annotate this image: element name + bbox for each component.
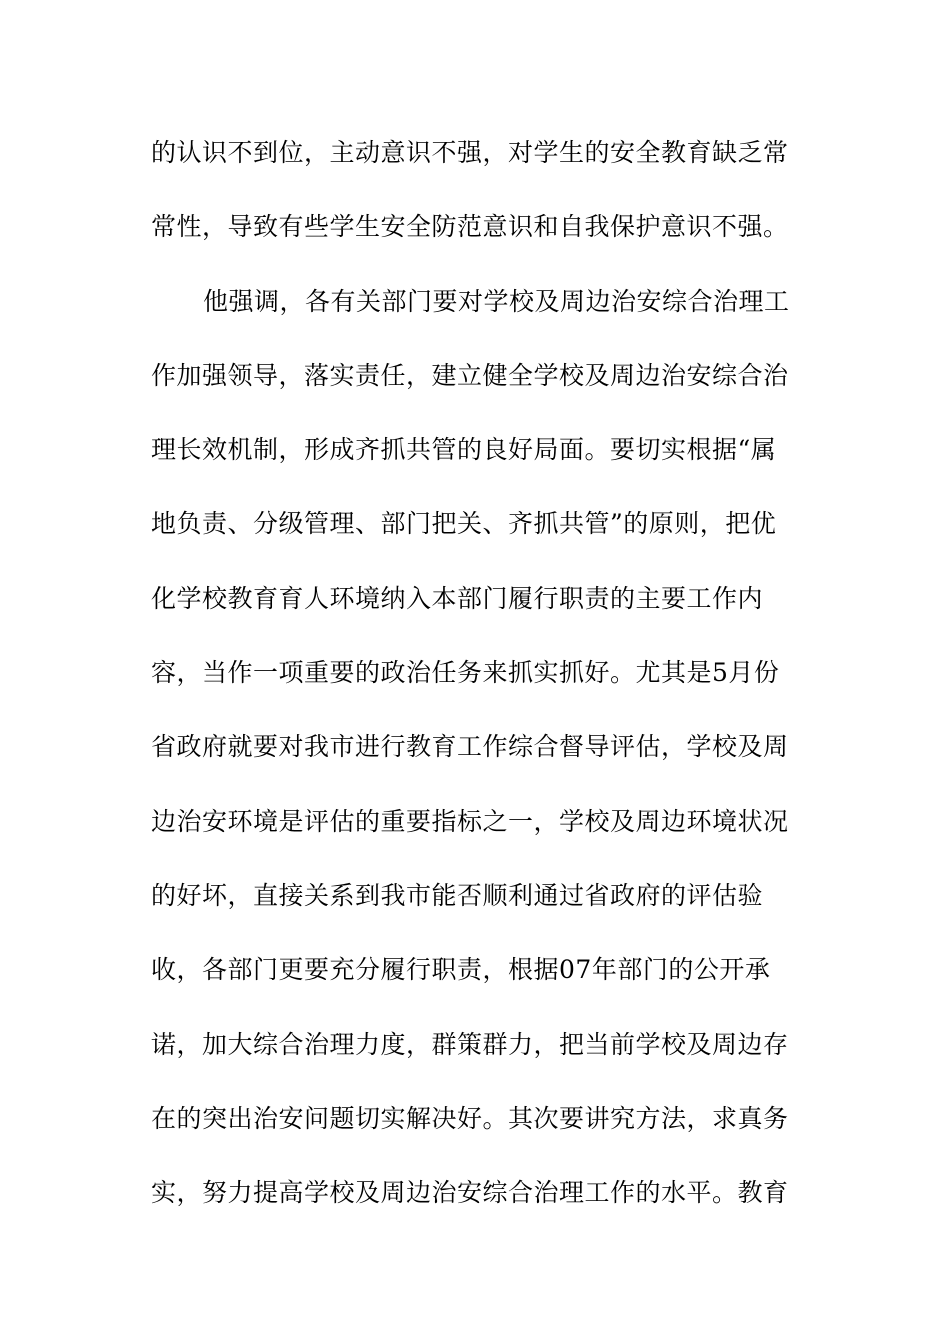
text-line: 地负责、分级管理、部门把关、齐抓共管”的原则，把优 — [151, 509, 777, 539]
text-line: 理长效机制，形成齐抓共管的良好局面。要切实根据“属 — [151, 435, 777, 465]
text-line: 的好坏，直接关系到我市能否顺利通过省政府的评估验 — [151, 880, 764, 910]
text-line: 诺，加大综合治理力度，群策群力，把当前学校及周边存 — [151, 1029, 789, 1059]
paragraph-start-line: 他强调，各有关部门要对学校及周边治安综合治理工 — [203, 286, 790, 316]
text-line: 的认识不到位，主动意识不强，对学生的安全教育缺乏常 — [151, 138, 789, 167]
text-line: 实，努力提高学校及周边治安综合治理工作的水平。教育 — [151, 1178, 789, 1208]
text-line: 作加强领导，落实责任，建立健全学校及周边治安综合治 — [151, 360, 789, 390]
text-line: 容，当作一项重要的政治任务来抓实抓好。尤其是5月份 — [151, 658, 780, 688]
text-line: 常性，导致有些学生安全防范意识和自我保护意识不强。 — [151, 212, 789, 242]
text-line: 边治安环境是评估的重要指标之一，学校及周边环境状况 — [151, 806, 789, 836]
body-text — [151, 128, 801, 1242]
text-line: 收，各部门更要充分履行职责，根据07年部门的公开承 — [151, 955, 771, 985]
text-line: 省政府就要对我市进行教育工作综合督导评估，学校及周 — [151, 732, 789, 762]
text-line: 在的突出治安问题切实解决好。其次要讲究方法，求真务 — [151, 1103, 789, 1133]
text-line: 化学校教育育人环境纳入本部门履行职责的主要工作内 — [151, 583, 764, 613]
